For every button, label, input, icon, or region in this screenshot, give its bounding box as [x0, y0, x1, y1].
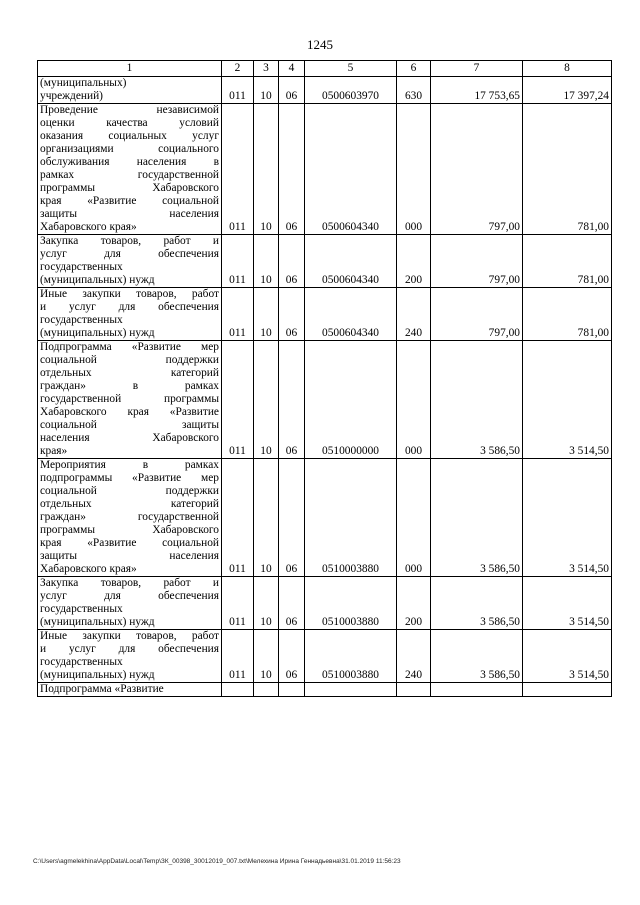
ministry-code-cell: 011 — [222, 235, 254, 288]
amount-year1-cell: 797,00 — [431, 288, 523, 341]
subsection-code-cell: 06 — [279, 104, 305, 235]
expense-type-cell: 240 — [397, 630, 431, 683]
amount-year1-cell: 3 586,50 — [431, 459, 523, 577]
amount-year2-cell: 781,00 — [523, 288, 612, 341]
item-name-line: защиты населения — [40, 550, 219, 562]
ministry-code-cell — [222, 683, 254, 697]
item-name-cell — [38, 459, 222, 577]
item-name-line: Хабаровского края» — [40, 221, 137, 233]
ministry-code-cell: 011 — [222, 104, 254, 235]
subsection-code-cell: 06 — [279, 77, 305, 104]
budget-table — [37, 60, 612, 697]
ministry-code-cell: 011 — [222, 577, 254, 630]
item-name-line: государственной программы — [40, 393, 219, 405]
subsection-code-cell: 06 — [279, 288, 305, 341]
amount-year1-cell: 3 586,50 — [431, 577, 523, 630]
amount-year1-cell — [431, 683, 523, 697]
ministry-code-cell: 011 — [222, 459, 254, 577]
ministry-code-cell: 011 — [222, 630, 254, 683]
amount-year2-cell: 3 514,50 — [523, 341, 612, 459]
item-name-line: оценки качества условий — [40, 117, 219, 129]
header-cell: 3 — [254, 61, 279, 77]
expense-type-cell: 240 — [397, 288, 431, 341]
item-name-line: (муниципальных) нужд — [40, 669, 155, 681]
item-name-line: населения Хабаровского — [40, 432, 219, 444]
header-cell: 4 — [279, 61, 305, 77]
subsection-code-cell: 06 — [279, 630, 305, 683]
item-name-line: услуг для обеспечения — [40, 248, 219, 260]
item-name-line: социальной защиты — [40, 419, 219, 431]
item-name-line: (муниципальных) нужд — [40, 274, 155, 286]
table-row — [38, 577, 612, 630]
item-name-line: (муниципальных) нужд — [40, 327, 155, 339]
item-name-line: Закупка товаров, работ и — [40, 235, 219, 247]
amount-year2-cell: 3 514,50 — [523, 630, 612, 683]
item-name-line: услуг для обеспечения — [40, 590, 219, 602]
table-row — [38, 683, 612, 697]
item-name-line: социальной поддержки — [40, 485, 219, 497]
subsection-code-cell: 06 — [279, 235, 305, 288]
item-name-line: края «Развитие социальной — [40, 537, 219, 549]
item-name-line: и услуг для обеспечения — [40, 301, 219, 313]
header-cell: 8 — [523, 61, 612, 77]
item-name-line: защиты населения — [40, 208, 219, 220]
target-article-cell: 0510000000 — [305, 341, 397, 459]
item-name-cell — [38, 235, 222, 288]
subsection-code-cell: 06 — [279, 459, 305, 577]
item-name-line: края» — [40, 445, 68, 457]
section-code-cell: 10 — [254, 630, 279, 683]
item-name-cell — [38, 630, 222, 683]
header-cell: 7 — [431, 61, 523, 77]
amount-year1-cell: 797,00 — [431, 235, 523, 288]
target-article-cell: 0510003880 — [305, 577, 397, 630]
expense-type-cell: 200 — [397, 235, 431, 288]
table-row — [38, 104, 612, 235]
item-name-line: государственных — [40, 603, 123, 615]
file-path-footer: C:\Users\agmelekhina\AppData\Local\Temp\ЗК_00398_30012019_007.txt\Мелехина Ирина Геннадьевна\31.01.2019 11:56:23 — [33, 858, 401, 865]
item-name-cell — [38, 341, 222, 459]
item-name-cell — [38, 683, 222, 697]
amount-year2-cell: 3 514,50 — [523, 577, 612, 630]
item-name-line: учреждений) — [40, 90, 103, 102]
item-name-line: Иные закупки товаров, работ — [40, 288, 219, 300]
amount-year1-cell: 3 586,50 — [431, 630, 523, 683]
item-name-line: (муниципальных) нужд — [40, 616, 155, 628]
item-name-line: граждан» в рамках — [40, 380, 219, 392]
header-row — [38, 61, 612, 77]
item-name-cell — [38, 577, 222, 630]
item-name-line: государственных — [40, 261, 123, 273]
amount-year2-cell: 781,00 — [523, 235, 612, 288]
section-code-cell — [254, 683, 279, 697]
expense-type-cell: 000 — [397, 104, 431, 235]
subsection-code-cell: 06 — [279, 577, 305, 630]
target-article-cell — [305, 683, 397, 697]
item-name-line: подпрограммы «Развитие мер — [40, 472, 219, 484]
section-code-cell: 10 — [254, 104, 279, 235]
amount-year1-cell: 797,00 — [431, 104, 523, 235]
table-row — [38, 341, 612, 459]
item-name-line: и услуг для обеспечения — [40, 643, 219, 655]
item-name-line: Мероприятия в рамках — [40, 459, 219, 471]
section-code-cell: 10 — [254, 459, 279, 577]
expense-type-cell: 000 — [397, 341, 431, 459]
expense-type-cell: 200 — [397, 577, 431, 630]
item-name-line: граждан» государственной — [40, 511, 219, 523]
header-cell: 1 — [38, 61, 222, 77]
item-name-line: Проведение независимой — [40, 104, 219, 116]
expense-type-cell — [397, 683, 431, 697]
item-name-line: обслуживания населения в — [40, 156, 219, 168]
item-name-line: Закупка товаров, работ и — [40, 577, 219, 589]
item-name-line: края «Развитие социальной — [40, 195, 219, 207]
ministry-code-cell: 011 — [222, 288, 254, 341]
target-article-cell: 0510003880 — [305, 630, 397, 683]
header-cell: 2 — [222, 61, 254, 77]
item-name-line: рамках государственной — [40, 169, 219, 181]
item-name-line: оказания социальных услуг — [40, 130, 219, 142]
item-name-line: Хабаровского края «Развитие — [40, 406, 219, 418]
table-row — [38, 630, 612, 683]
item-name-line: (муниципальных) — [40, 77, 127, 89]
amount-year1-cell: 3 586,50 — [431, 341, 523, 459]
item-name-line: государственных — [40, 314, 123, 326]
expense-type-cell: 630 — [397, 77, 431, 104]
header-cell: 6 — [397, 61, 431, 77]
ministry-code-cell: 011 — [222, 77, 254, 104]
amount-year2-cell — [523, 683, 612, 697]
table-row — [38, 235, 612, 288]
target-article-cell: 0500603970 — [305, 77, 397, 104]
table-row — [38, 77, 612, 104]
subsection-code-cell — [279, 683, 305, 697]
item-name-cell — [38, 104, 222, 235]
item-name-line: государственных — [40, 656, 123, 668]
amount-year2-cell: 3 514,50 — [523, 459, 612, 577]
table-row — [38, 288, 612, 341]
section-code-cell: 10 — [254, 77, 279, 104]
page-number: 1245 — [307, 37, 333, 52]
section-code-cell: 10 — [254, 577, 279, 630]
amount-year2-cell: 781,00 — [523, 104, 612, 235]
item-name-line: социальной поддержки — [40, 354, 219, 366]
item-name-line: программы Хабаровского — [40, 524, 219, 536]
item-name-line: Подпрограмма «Развитие мер — [40, 341, 219, 353]
amount-year1-cell: 17 753,65 — [431, 77, 523, 104]
section-code-cell: 10 — [254, 288, 279, 341]
subsection-code-cell: 06 — [279, 341, 305, 459]
item-name-line: Подпрограмма «Развитие — [40, 683, 164, 695]
item-name-line: организациями социального — [40, 143, 219, 155]
amount-year2-cell: 17 397,24 — [523, 77, 612, 104]
header-cell: 5 — [305, 61, 397, 77]
target-article-cell: 0500604340 — [305, 235, 397, 288]
section-code-cell: 10 — [254, 235, 279, 288]
table-row — [38, 459, 612, 577]
ministry-code-cell: 011 — [222, 341, 254, 459]
item-name-line: отдельных категорий — [40, 498, 219, 510]
item-name-cell — [38, 288, 222, 341]
item-name-line: Иные закупки товаров, работ — [40, 630, 219, 642]
item-name-line: программы Хабаровского — [40, 182, 219, 194]
item-name-cell — [38, 77, 222, 104]
item-name-line: Хабаровского края» — [40, 563, 137, 575]
section-code-cell: 10 — [254, 341, 279, 459]
target-article-cell: 0500604340 — [305, 288, 397, 341]
item-name-line: отдельных категорий — [40, 367, 219, 379]
target-article-cell: 0500604340 — [305, 104, 397, 235]
target-article-cell: 0510003880 — [305, 459, 397, 577]
expense-type-cell: 000 — [397, 459, 431, 577]
